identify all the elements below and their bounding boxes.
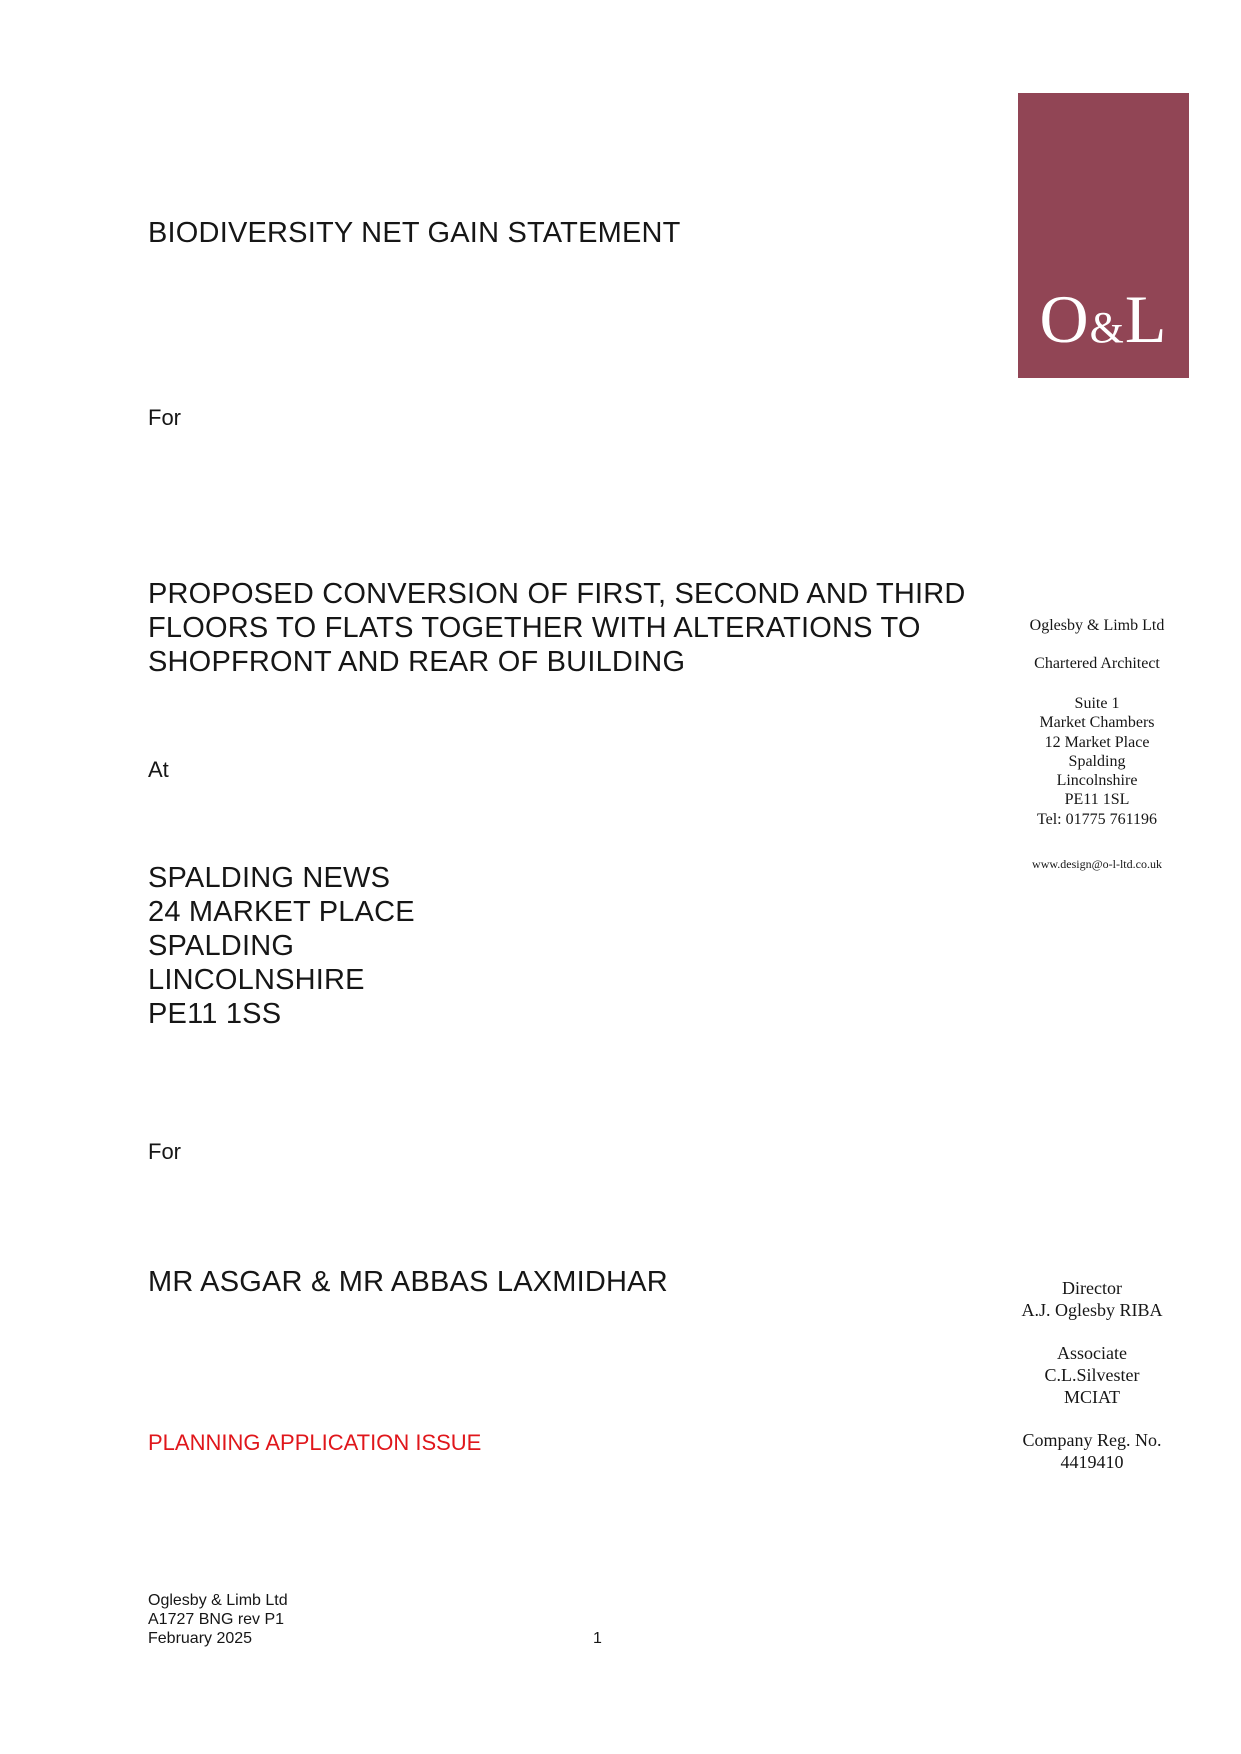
document-title: BIODIVERSITY NET GAIN STATEMENT xyxy=(148,217,681,249)
company-address-line: Market Chambers xyxy=(1039,714,1155,732)
for-label: For xyxy=(148,405,181,430)
company-address-line: PE11 1SL xyxy=(1064,791,1130,809)
company-logo xyxy=(1018,93,1189,378)
company-address xyxy=(1008,694,1186,829)
address-line: LINCOLNSHIRE xyxy=(148,964,365,996)
at-label: At xyxy=(148,757,169,782)
for-client-label: For xyxy=(148,1139,181,1164)
project-description xyxy=(148,577,966,679)
page-number: 1 xyxy=(593,1630,602,1647)
company-web: www.design@o-l-ltd.co.uk xyxy=(1032,857,1162,871)
company-address-line: Spalding xyxy=(1068,752,1126,770)
company-reg-label: Company Reg. No. xyxy=(1022,1430,1162,1450)
address-line: PE11 1SS xyxy=(148,998,282,1030)
associate-qualification: MCIAT xyxy=(1063,1387,1120,1407)
associate-title: Associate xyxy=(1057,1343,1127,1363)
description-line: FLOORS TO FLATS TOGETHER WITH ALTERATIONS TO xyxy=(148,612,921,644)
footer-date: February 2025 xyxy=(148,1630,253,1647)
issue-status: PLANNING APPLICATION ISSUE xyxy=(148,1430,482,1455)
associate-name: C.L.Silvester xyxy=(1044,1365,1140,1385)
description-line: SHOPFRONT AND REAR OF BUILDING xyxy=(148,646,686,678)
company-staff xyxy=(1000,1277,1184,1473)
company-telephone: Tel: 01775 761196 xyxy=(1036,810,1158,828)
description-line: PROPOSED CONVERSION OF FIRST, SECOND AND THIRD xyxy=(148,578,966,610)
director-name: A.J. Oglesby RIBA xyxy=(1021,1300,1163,1320)
footer-company: Oglesby & Limb Ltd xyxy=(148,1592,288,1609)
footer xyxy=(148,1591,288,1648)
company-name: Oglesby & Limb Ltd xyxy=(1029,617,1165,634)
company-address-line: 12 Market Place xyxy=(1044,733,1150,751)
company-profession: Chartered Architect xyxy=(1034,655,1160,672)
site-address xyxy=(148,861,415,1031)
address-line: SPALDING xyxy=(148,930,295,962)
company-reg-number: 4419410 xyxy=(1060,1452,1124,1472)
company-address-line: Suite 1 xyxy=(1074,695,1120,712)
client-name: MR ASGAR & MR ABBAS LAXMIDHAR xyxy=(148,1266,668,1298)
company-address-line: Lincolnshire xyxy=(1056,772,1138,790)
director-title: Director xyxy=(1062,1278,1122,1298)
logo-wordmark: O&L xyxy=(1039,281,1168,357)
footer-reference: A1727 BNG rev P1 xyxy=(148,1611,285,1628)
address-line: SPALDING NEWS xyxy=(148,862,391,894)
address-line: 24 MARKET PLACE xyxy=(148,896,415,928)
